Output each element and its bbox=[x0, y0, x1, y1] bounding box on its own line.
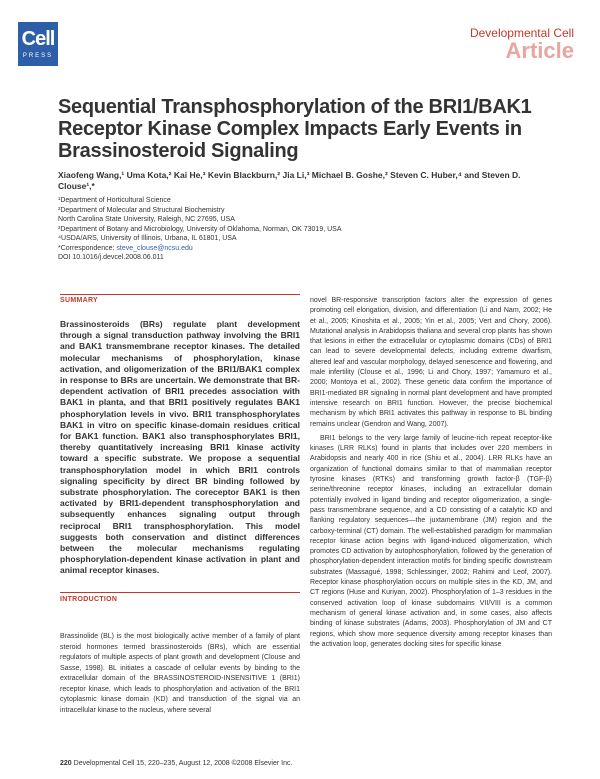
summary-heading: SUMMARY bbox=[60, 297, 99, 304]
intro-text: Brassinolide (BL) is the most biologically active member of a family of plant steroid hormones termed brassinosteroids (BRs), which are essential regulators of multiple aspects of plant growth and development (Clouse and Sasse, 1998). BL initiates a cascade of cellular events by binding to the extracellular domain of the BRASSINOSTEROID-INSENSITIVE 1 (BRI1) receptor kinase, which leads to phosphorylation and activation of the BRI1 cytoplasmic kinase domain (KD) and transduction of the signal via an intracellular kinase to the nucleus, where several bbox=[60, 633, 300, 714]
affiliations bbox=[58, 196, 558, 263]
article-type: Article bbox=[505, 38, 574, 63]
correspondence-label: *Correspondence: bbox=[58, 244, 117, 252]
paper-title: Sequential Transphosphorylation of the BRI1/BAK1 Receptor Kinase Complex Impacts Early Events in Brassinosteroid Signaling bbox=[58, 96, 532, 162]
paragraph: BRI1 belongs to the very large family of leucine-rich repeat receptor-like kinases (LRR RLKs) found in plants that includes over 220 members in Arabidopsis and nearly 400 in rice (Shiu et al., 2004). LRR RLKs have an organization of functional domains similar to that of mammalian receptor tyrosine kinases (RTKs) and transforming growth factor-β (TGF-β) serine/threonine receptor kinases, including an extracellular domain potentially involved in ligand binding and receptor oligomerization, a single-pass transmembrane sequence, and a CD consisting of a catalytic KD and flanking regulatory sequences—the juxtamembrane (JM) region and the carboxy-terminal (CT) domain. The well-established paradigm for mammalian receptor kinase action begins with ligand-induced oligomerization, which promotes CD activation by autophosphorylation, followed by the generation of phosphorylation-dependent interaction motifs for binding specific downstream substrates (Massagué, 1998; Schlessinger, 2002; Rahimi and Leof, 2007). Receptor kinase phosphorylation occurs on multiple sites in the KD, JM, and CT regions (Huse and Kuriyan, 2002). Phosphorylation of 1–3 residues in the conserved activation loop of kinase subdomains VII/VIII is a common mechanism of general kinase activation and, in some cases, also affects binding of kinase substrates (Adams, 2003). Phosphorylation of JM and CT regions, which show more sequence diversity among receptor kinases than the activation loop, generates docking sites for specific kinase bbox=[310, 434, 552, 648]
affiliation-line: ³Department of Botany and Microbiology, University of Oklahoma, Norman, OK 73019, USA bbox=[58, 225, 342, 233]
correspondence-email-link[interactable]: steve_clouse@ncsu.edu bbox=[116, 244, 193, 252]
logo-word: Cell bbox=[21, 28, 55, 50]
paragraph: novel BR-responsive transcription factors alter the expression of genes promoting cell elongation, division, and differentiation (Li and Nam, 2002; He et al., 2005; Kinoshita et al., 2005; Yin et al., 2005; Vert and Chory, 2006). Mutational analysis in Arabidopsis thaliana and several crop plants has shown that lesions in either the extracellular or cytoplasmic domains (CDs) of BRI1 can lead to severe developmental defects, including extreme dwarfism, altered leaf and vascular morphology, delayed senescence and flowering, and male infertility (Clouse et al., 1996; Li and Chory, 1997; Yamamuro et al., 2000; Montoya et al., 2002). These genetic data confirm the importance of BRI1-mediated BR signaling in normal plant development and have prompted intensive research on BRI1 function. However, the precise biochemical mechanism by which BRI1 activates this pathway in response to BL binding remains unclear (Gendron and Wang, 2007). bbox=[310, 297, 552, 428]
author-list: Xiaofeng Wang,¹ Uma Kota,² Kai He,³ Kevin Blackburn,² Jia Li,³ Michael B. Goshe,² Steven C. Huber,⁴ and Steven D. Clouse¹,* bbox=[58, 170, 521, 191]
logo-press: PRESS bbox=[22, 53, 54, 59]
summary-text: Brassinosteroids (BRs) regulate plant development through a signal transduction pathway involving the BRI1 and BAK1 transmembrane receptor kinases. The detailed molecular mechanisms of phosphorylation, kinase activation, and oligomerization of the BRI1/BAK1 complex in response to BRs are uncertain. We demonstrate that BR-dependent activation of BRI1 precedes association with BAK1 in planta, and that BRI1 positively regulates BAK1 phosphorylation levels in vivo. BRI1 transphosphorylates BAK1 in vitro on specific kinase-domain residues critical for BAK1 function. BAK1 also transphosphorylates BRI1, thereby quantitatively increasing BRI1 kinase activity toward a specific substrate. We propose a sequential transphosphorylation model in which BRI1 controls signaling specificity by direct BR binding followed by substrate phosphorylation. The coreceptor BAK1 is then activated by BRI1-dependent transphosphorylation and subsequently enhances signaling output through reciprocal BRI1 transphosphorylation. This model suggests both conservation and distinct differences between the molecular mechanisms regulating phosphorylation-dependent kinase activation in plant and animal receptor kinases. bbox=[60, 319, 300, 576]
citation-line: Developmental Cell 15, 220–235, August 12, 2008 ©2008 Elsevier Inc. bbox=[73, 760, 293, 767]
cell-press-logo bbox=[18, 22, 58, 66]
page-footer bbox=[60, 760, 292, 767]
doi: DOI 10.1016/j.devcel.2008.06.011 bbox=[58, 254, 164, 261]
journal-name: Developmental Cell bbox=[469, 26, 574, 40]
summary-rule bbox=[60, 294, 300, 295]
affiliation-line: North Carolina State University, Raleigh, NC 27695, USA bbox=[58, 216, 235, 223]
page-number: 220 bbox=[60, 760, 72, 767]
intro-rule bbox=[60, 592, 300, 593]
correspondence bbox=[58, 244, 558, 254]
affiliation-line: ¹Department of Horticultural Science bbox=[58, 197, 171, 204]
right-column bbox=[310, 296, 552, 650]
affiliation-line: ²Department of Molecular and Structural Biochemistry bbox=[58, 206, 225, 214]
intro-heading: INTRODUCTION bbox=[60, 596, 118, 603]
affiliation-line: ⁴USDA/ARS, University of Illinois, Urbana, IL 61801, USA bbox=[58, 235, 237, 242]
